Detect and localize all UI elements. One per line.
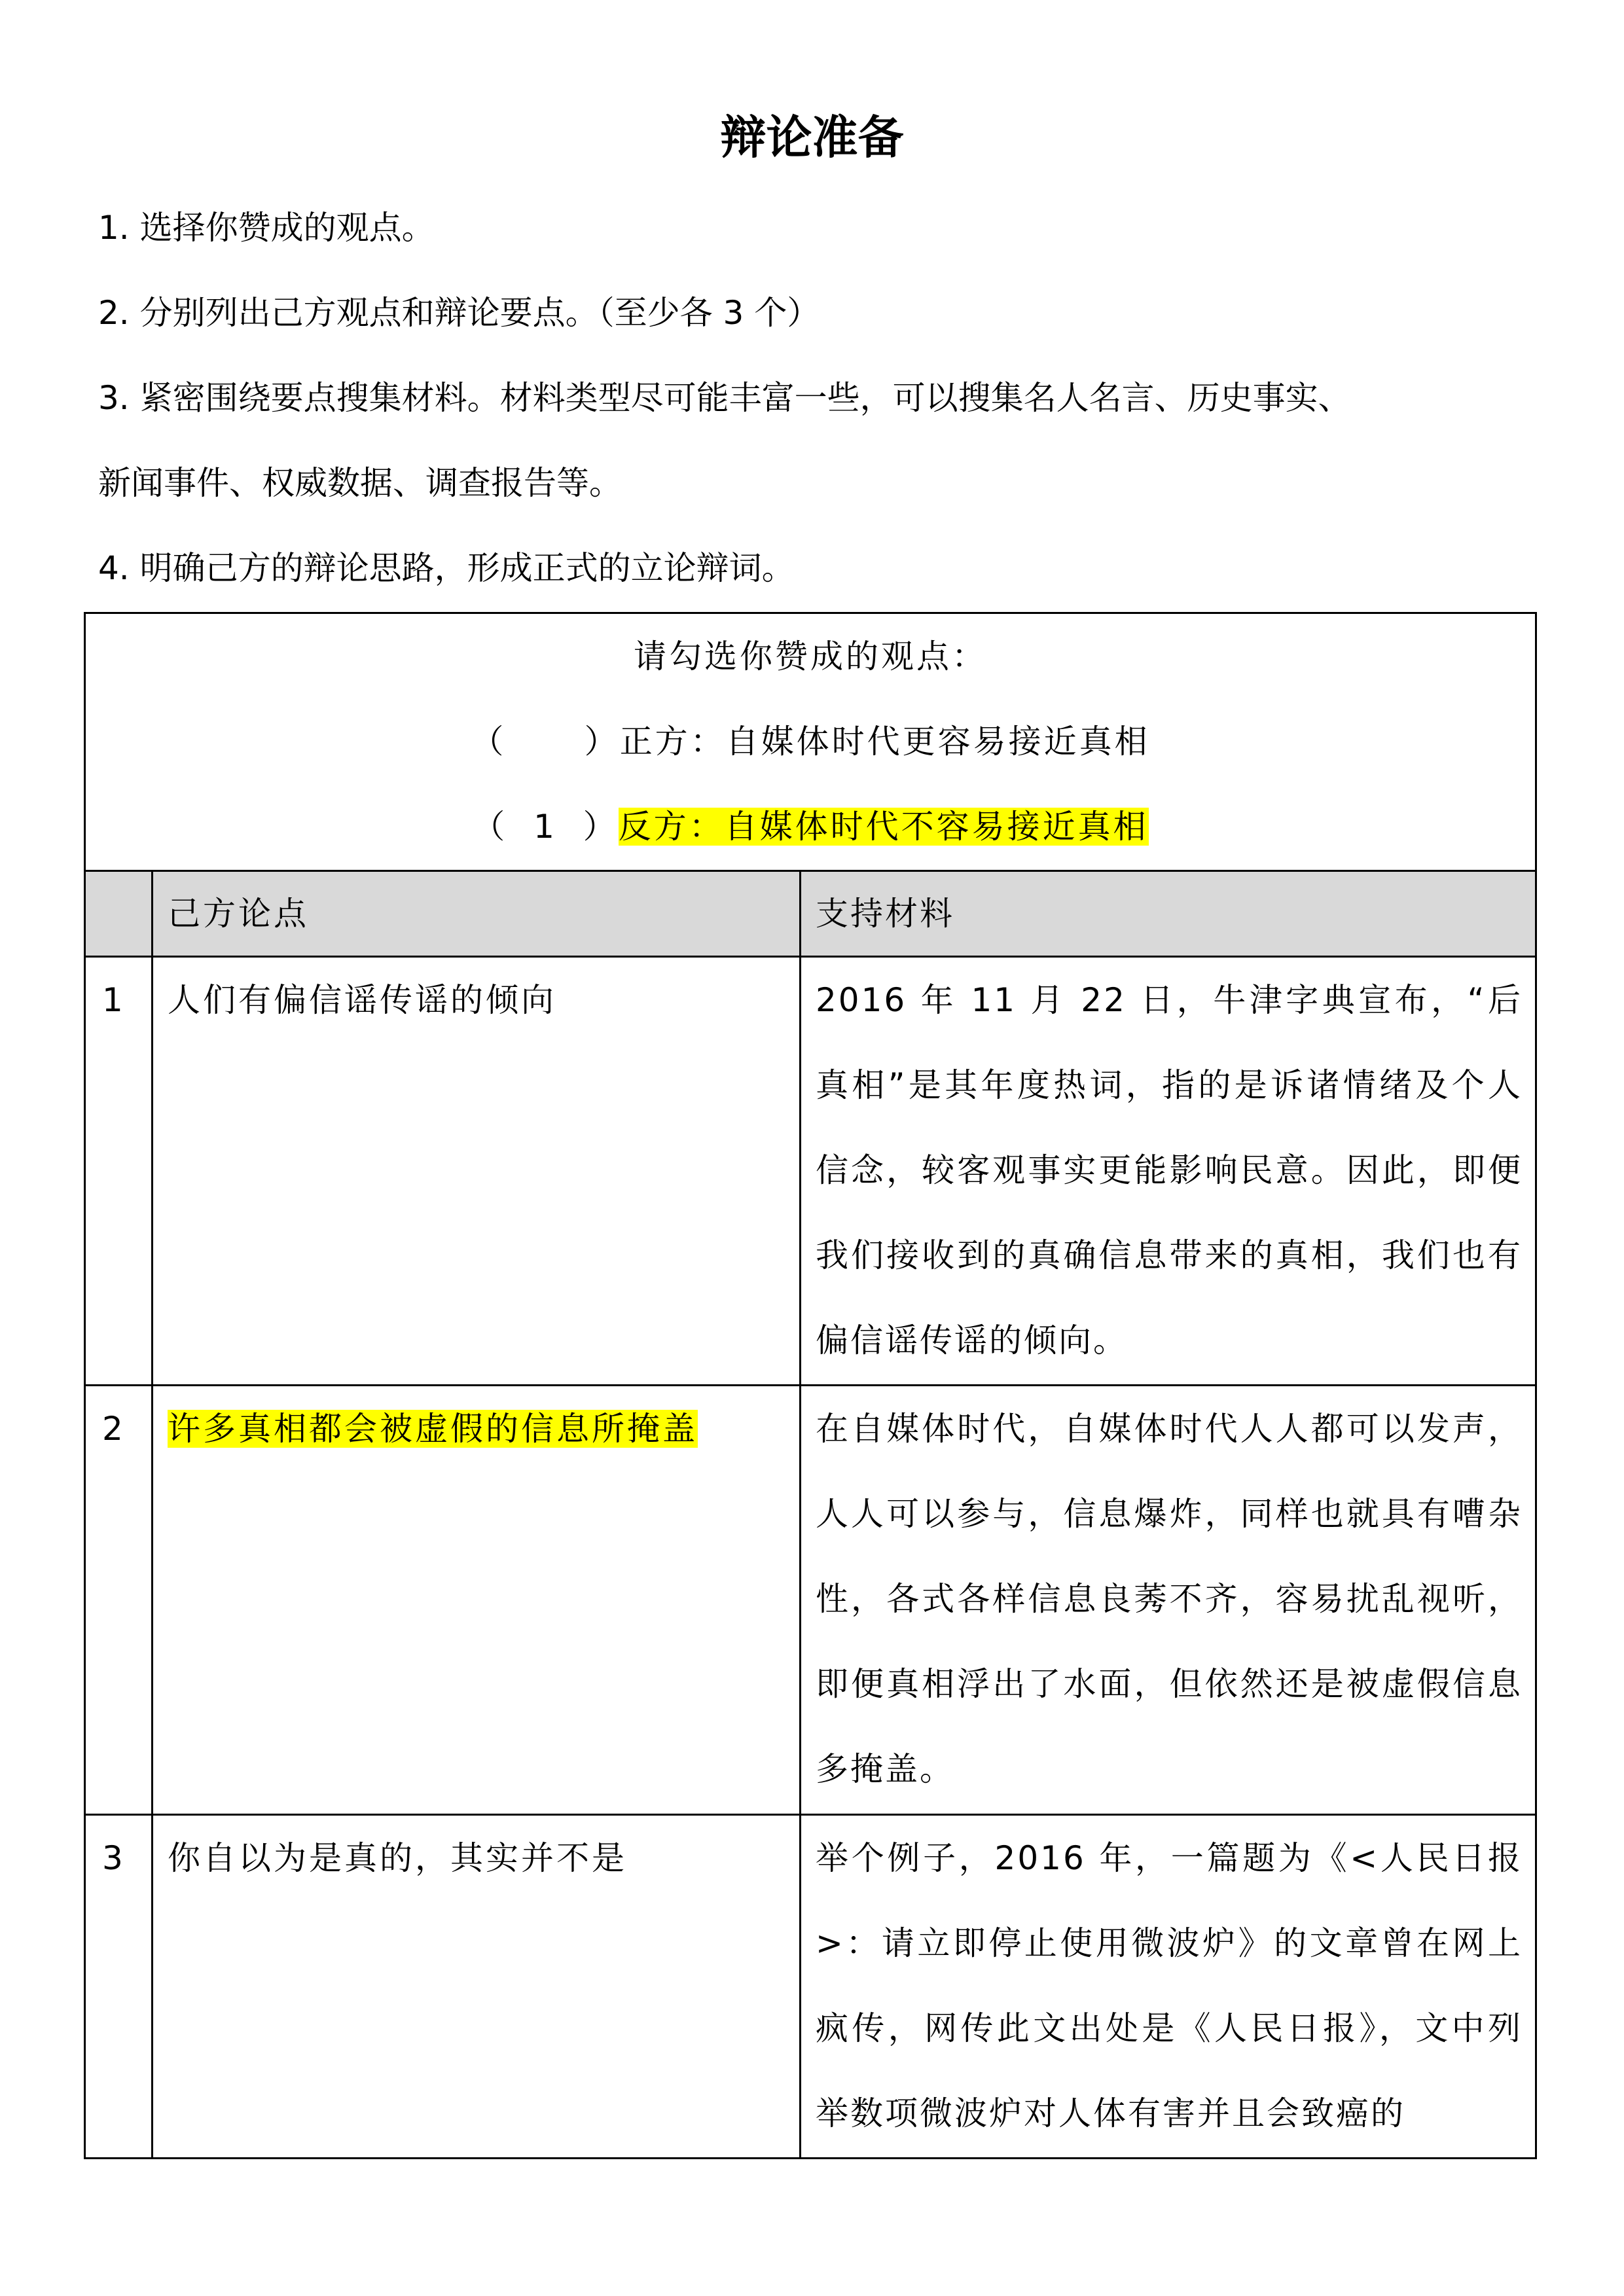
row-number: 1 (102, 981, 123, 1019)
header-argument: 己方论点 (168, 895, 309, 933)
column-divider (799, 870, 801, 2159)
column-divider (151, 870, 153, 2159)
debate-table (84, 612, 1537, 2159)
choice-prompt: 请勾选你赞成的观点： (634, 637, 987, 675)
header-material: 支持材料 (816, 895, 954, 933)
row-argument: 人们有偏信谣传谣的倾向 (168, 981, 556, 1019)
choice-pro[interactable] (86, 715, 1535, 768)
row-argument (168, 1386, 717, 1471)
choice-con-label: 反方：自媒体时代不容易接近真相 (618, 808, 1149, 846)
row-material: 在自媒体时代，自媒体时代人人都可以发声，人人可以参与，信息爆炸，同样也就具有嘈杂性，各式各样信息良莠不齐，容易扰乱视听，即便真相浮出了水面，但依然还是被虚假信息多掩盖。 (816, 1410, 1523, 1788)
row-number: 2 (102, 1410, 123, 1448)
row-material: 举个例子，2016 年，一篇题为《<人民日报>：请立即停止使用微波炉》的文章曾在网上疯传，网传此文出处是《人民日报》，文中列举数项微波炉对人体有害并且会致癌的 (816, 1839, 1523, 2132)
row-material: 2016 年 11 月 22 日，牛津字典宣布，“后真相”是其年度热词，指的是诉诸情绪及个人信念，较客观事实更能影响民意。因此，即便我们接收到的真确信息带来的真相，我们也有偏信谣传谣的倾向。 (816, 981, 1523, 1359)
choice-pro-label: 正方：自媒体时代更容易接近真相 (619, 723, 1150, 761)
instruction-1: 1. 选择你赞成的观点。 (98, 209, 435, 247)
row-argument: 你自以为是真的，其实并不是 (168, 1839, 627, 1877)
row-number: 3 (102, 1839, 123, 1877)
choice-con-mark[interactable]: （ 1 ） (472, 808, 619, 846)
choice-pro-mark[interactable]: （ ） (471, 723, 620, 761)
instruction-3-continued: 新闻事件、权威数据、调查报告等。 (98, 464, 622, 502)
row-argument-highlighted: 许多真相都会被虚假的信息所掩盖 (168, 1410, 698, 1448)
choice-con[interactable] (86, 800, 1535, 853)
instruction-2: 2. 分别列出己方观点和辩论要点。（至少各 3 个） (98, 294, 820, 332)
instruction-4: 4. 明确己方的辩论思路，形成正式的立论辩词。 (98, 549, 795, 587)
instruction-3: 3. 紧密围绕要点搜集材料。材料类型尽可能丰富一些，可以搜集名人名言、历史事实、 (98, 379, 1351, 417)
page-title: 辩论准备 (720, 111, 904, 164)
